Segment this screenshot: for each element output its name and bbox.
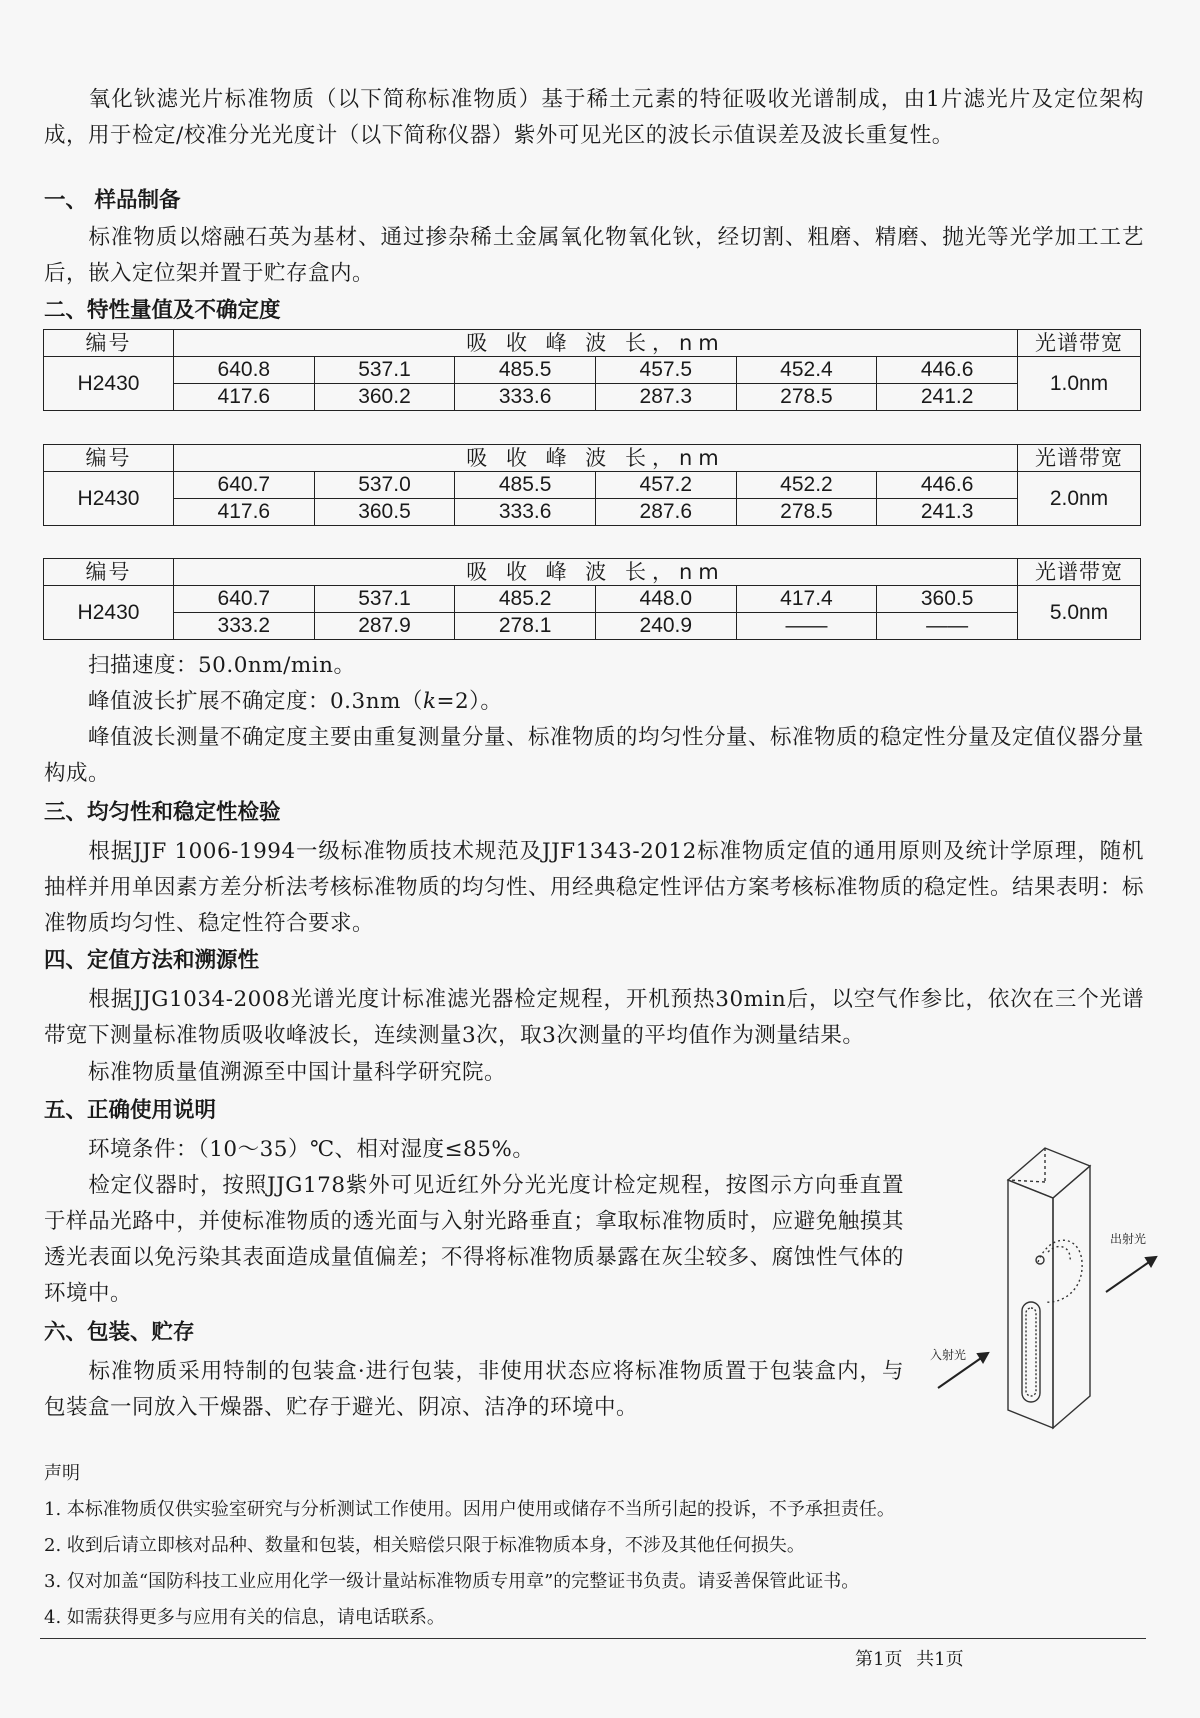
statement-title: 声明 [44,1463,80,1484]
section-2-heading: 二、特性量值及不确定度 [44,298,281,323]
wavelength-cell: 333.6 [455,499,596,526]
col-bandwidth-header: 光谱带宽 [1018,330,1141,357]
wavelength-cell: 278.5 [736,499,877,526]
wavelength-cell: —— [736,613,877,640]
section-4-heading: 四、定值方法和溯源性 [44,948,260,973]
section-3-heading: 三、均匀性和稳定性检验 [44,800,281,825]
section-5-text: 检定仪器时，按照JJG178紫外可见近红外分光光度计检定规程，按图示方向垂直置于样品光路中，并使标准物质的透光面与入射光路垂直；拿取标准物质时，应避免触摸其透光表面以免污染其表面造成量值偏差；不得将标准物质暴露在灰尘较多、腐蚀性气体的环境中。 [44,1173,904,1306]
wavelength-cell: 278.1 [455,613,596,640]
uncertainty-note-text: 峰值波长测量不确定度主要由重复测量分量、标准物质的均匀性分量、标准物质的稳定性分量及定值仪器分量构成。 [44,725,1145,786]
section-4-body [44,982,1144,1054]
wavelength-cell: 287.9 [314,613,455,640]
spec-table-2 [43,444,1141,526]
wavelength-cell: 240.9 [595,613,736,640]
scan-speed-line [44,648,1144,684]
wavelength-cell: 452.2 [736,472,877,499]
wavelength-cell: 640.7 [174,586,315,613]
wavelength-cell: 537.1 [314,357,455,384]
uncertainty-suffix: =2）。 [436,689,503,714]
wavelength-cell: 287.6 [595,499,736,526]
intro-paragraph [44,82,1144,154]
statement-item: 3. 仅对加盖“国防科技工业应用化学一级计量站标准物质专用章”的完整证书负责。请妥善保管此证书。 [44,1571,860,1592]
wavelength-cell: 417.6 [174,499,315,526]
wavelength-cell: —— [877,613,1018,640]
wavelength-cell: 446.6 [877,357,1018,384]
section-3-text: 根据JJF 1006-1994一级标准物质技术规范及JJF1343-2012标准物质定值的通用原则及统计学原理，随机抽样并用单因素方差分析法考核标准物质的均匀性、用经典稳定性评估方案考核标准物质的稳定性。结果表明：标准物质均匀性、稳定性符合要求。 [44,839,1145,936]
wavelength-cell: 537.1 [314,586,455,613]
wavelength-cell: 448.0 [595,586,736,613]
col-id-header: 编号 [44,445,174,472]
col-bandwidth-header: 光谱带宽 [1018,445,1141,472]
coverage-factor: k [422,689,437,714]
statement-item: 4. 如需获得更多与应用有关的信息，请电话联系。 [44,1607,445,1628]
wavelength-cell: 417.4 [736,586,877,613]
col-wavelength-header: 吸 收 峰 波 长，nm [174,559,1018,586]
footer-divider [40,1638,1146,1639]
section-6-heading: 六、包装、贮存 [44,1320,195,1345]
bandwidth-value: 2.0nm [1018,472,1141,526]
statement-item: 1. 本标准物质仅供实验室研究与分析测试工作使用。因用户使用或储存不当所引起的投诉，不予承担责任。 [44,1499,895,1520]
wavelength-cell: 485.5 [455,357,596,384]
col-id-header: 编号 [44,330,174,357]
wavelength-cell: 360.5 [314,499,455,526]
wavelength-cell: 333.2 [174,613,315,640]
section-5-heading: 五、正确使用说明 [44,1098,217,1123]
uncertainty-prefix: 峰值波长扩展不确定度：0.3nm（ [88,689,423,714]
sample-id: H2430 [44,472,174,526]
wavelength-cell: 457.2 [595,472,736,499]
wavelength-cell: 640.7 [174,472,315,499]
section-6-text: 标准物质采用特制的包装盒·进行包装，非使用状态应将标准物质置于包装盒内，与包装盒一同放入干燥器、贮存于避光、阴凉、洁净的环境中。 [44,1359,904,1420]
wavelength-cell: 333.6 [455,384,596,411]
uncertainty-note [44,720,1144,792]
bandwidth-value: 5.0nm [1018,586,1141,640]
wavelength-cell: 360.5 [877,586,1018,613]
wavelength-cell: 360.2 [314,384,455,411]
col-wavelength-header: 吸 收 峰 波 长，nm [174,445,1018,472]
section-5-body [44,1168,904,1312]
scan-speed-text: 扫描速度：50.0nm/min。 [88,653,356,678]
bandwidth-value: 1.0nm [1018,357,1141,411]
col-id-header: 编号 [44,559,174,586]
section-5-env [44,1132,904,1168]
wavelength-cell: 287.3 [595,384,736,411]
filter-holder-figure [920,1142,1170,1442]
section-1-body [44,220,1144,292]
wavelength-cell: 241.3 [877,499,1018,526]
uncertainty-line [44,684,1144,720]
section-6-body [44,1354,904,1426]
section-5-env-text: 环境条件：（10～35）℃、相对湿度≤85%。 [88,1137,535,1162]
wavelength-cell: 446.6 [877,472,1018,499]
section-4-text: 根据JJG1034-2008光谱光度计标准滤光器检定规程，开机预热30min后，以空气作参比，依次在三个光谱带宽下测量标准物质吸收峰波长，连续测量3次，取3次测量的平均值作为测量结果。 [44,987,1144,1048]
section-1-text: 标准物质以熔融石英为基材、通过掺杂稀土金属氧化物氧化钬，经切割、粗磨、精磨、抛光等光学加工工艺后，嵌入定位架并置于贮存盒内。 [44,225,1144,286]
intro-text: 氧化钬滤光片标准物质（以下简称标准物质）基于稀土元素的特征吸收光谱制成，由1片滤光片及定位架构成，用于检定/校准分光光度计（以下简称仪器）紫外可见光区的波长示值误差及波长重复性。 [44,87,1144,148]
wavelength-cell: 485.2 [455,586,596,613]
section-4-trace-text: 标准物质量值溯源至中国计量科学研究院。 [88,1060,507,1085]
wavelength-cell: 640.8 [174,357,315,384]
spec-table-1 [43,329,1141,411]
wavelength-cell: 417.6 [174,384,315,411]
wavelength-cell: 537.0 [314,472,455,499]
sample-id: H2430 [44,586,174,640]
wavelength-cell: 278.5 [736,384,877,411]
wavelength-cell: 485.5 [455,472,596,499]
statement-item: 2. 收到后请立即核对品种、数量和包装，相关赔偿只限于标准物质本身，不涉及其他任何损失。 [44,1535,805,1556]
spec-table-3 [43,558,1141,640]
wavelength-cell: 452.4 [736,357,877,384]
page-number: 第1页 共1页 [855,1649,964,1670]
wavelength-cell: 457.5 [595,357,736,384]
col-wavelength-header: 吸 收 峰 波 长，nm [174,330,1018,357]
sample-id: H2430 [44,357,174,411]
wavelength-cell: 241.2 [877,384,1018,411]
in-light-label: 入射光 [930,1348,967,1362]
section-1-heading: 一、 样品制备 [44,188,181,213]
section-4-trace [44,1055,1144,1091]
section-3-body [44,834,1144,942]
out-light-label: 出射光 [1110,1232,1147,1246]
col-bandwidth-header: 光谱带宽 [1018,559,1141,586]
filter-holder-drawing [920,1142,1170,1442]
